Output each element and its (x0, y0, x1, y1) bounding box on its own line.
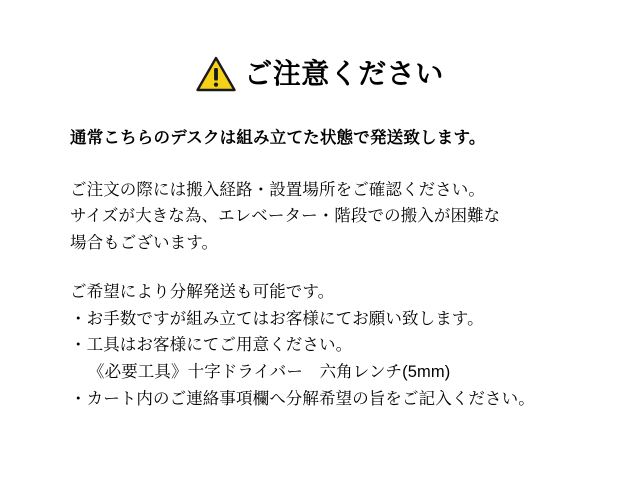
paragraph-disassembly-line-2: ・お手数ですが組み立てはお客様にてお願い致します。 (70, 309, 484, 328)
paragraph-shipping (70, 177, 570, 257)
paragraph-disassembly-line-3: ・工具はお客様にてご用意ください。 (70, 336, 353, 355)
paragraph-disassembly-line-4: 《必要工具》十字ドライバー 六角レンチ(5mm) (88, 363, 451, 382)
paragraph-shipping-line-3: 場合もございます。 (70, 234, 219, 253)
paragraph-shipping-line-1: ご注文の際には搬入経路・設置場所をご確認ください。 (70, 180, 485, 199)
paragraph-disassembly-line-1: ご希望により分解発送も可能です。 (70, 282, 335, 301)
paragraph-shipping-line-2: サイズが大きな為、エレベーター・階段での搬入が困難な (70, 207, 501, 226)
paragraph-disassembly-line-5: ・カート内のご連絡事項欄へ分解希望の旨をご記入ください。 (70, 389, 535, 408)
warning-triangle-icon (196, 56, 236, 92)
notice-body (0, 126, 640, 413)
notice-title-row (0, 0, 640, 92)
paragraph-disassembly (70, 279, 570, 413)
page-title: ご注意ください (244, 57, 444, 89)
lead-text: 通常こちらのデスクは組み立てた状態で発送致します。 (70, 129, 486, 147)
